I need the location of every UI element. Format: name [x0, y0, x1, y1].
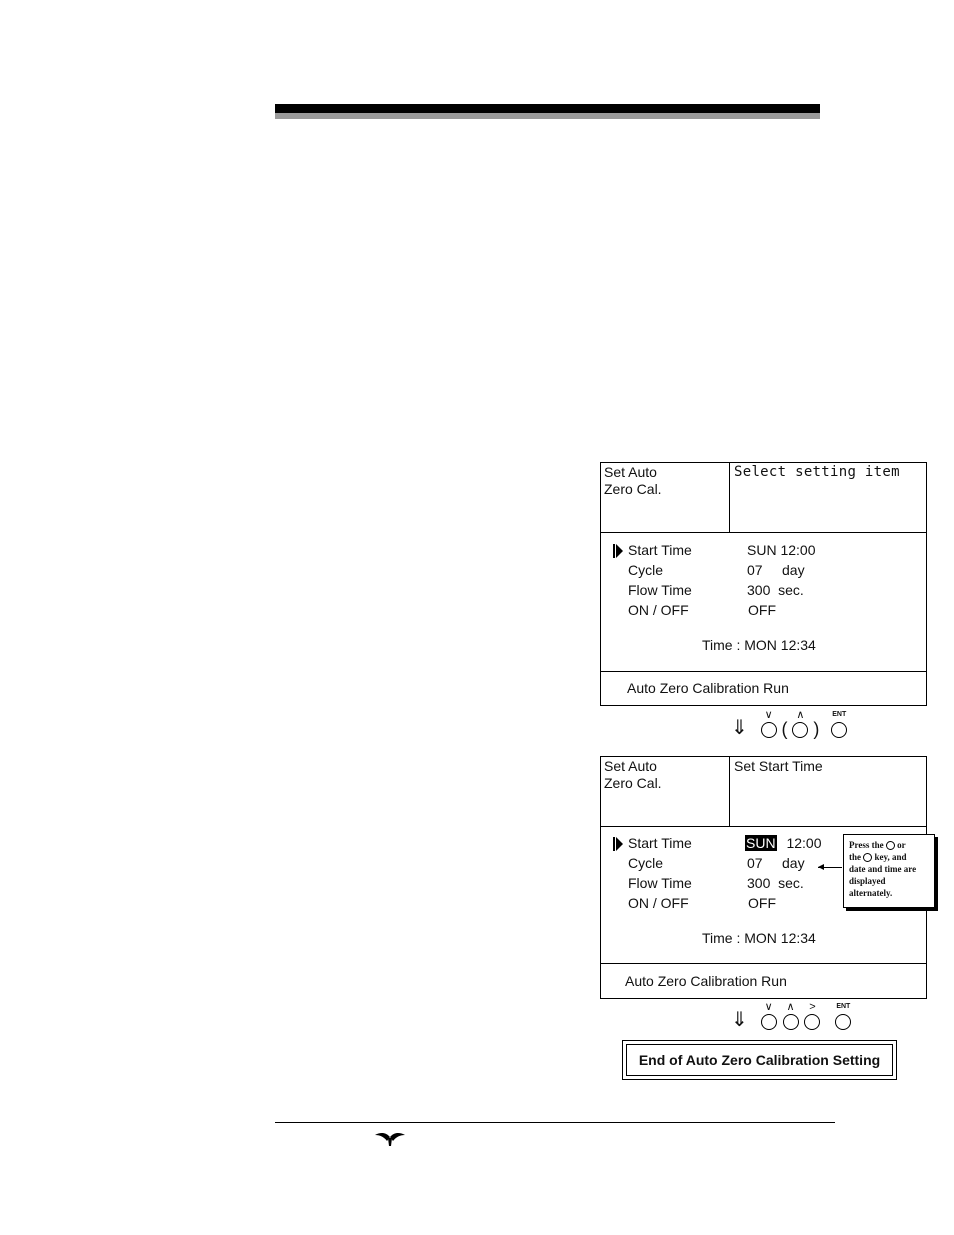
menu-title-line1: Set Auto: [604, 758, 657, 774]
paren-close: ): [813, 719, 820, 739]
enter-key-icon: ENT: [835, 1014, 851, 1030]
item-label-cycle[interactable]: Cycle: [628, 562, 664, 578]
item-value-flow-time: 300 sec.: [747, 875, 804, 891]
item-label-cycle[interactable]: Cycle: [628, 855, 664, 871]
footer-divider: [601, 671, 926, 672]
key-sequence-1: [731, 709, 848, 739]
paren-open: (: [781, 719, 788, 739]
cursor-marker-icon: [616, 837, 623, 851]
item-value-flow-time: 300 sec.: [747, 582, 804, 598]
item-value-on-off: OFF: [748, 602, 776, 618]
up-key-icon: ∧: [783, 1014, 799, 1030]
item-label-flow-time[interactable]: Flow Time: [628, 875, 692, 891]
callout-note: Press the or the key, and date and time are displayed alternately.: [843, 834, 935, 908]
callout-arrow-icon: [818, 864, 824, 870]
menu-title: [601, 757, 730, 827]
current-time: Time : MON 12:34: [702, 637, 816, 653]
item-value-cycle: 07 day: [747, 855, 805, 871]
auto-zero-run-item[interactable]: Auto Zero Calibration Run: [625, 973, 787, 989]
item-value-cycle: 07 day: [747, 562, 805, 578]
item-label-start-time[interactable]: Start Time: [628, 835, 692, 851]
item-value-on-off: OFF: [748, 895, 776, 911]
footer-divider: [601, 963, 926, 964]
company-logo-icon: [374, 1131, 406, 1147]
footer-rule: [275, 1122, 835, 1123]
menu-title-line2: Zero Cal.: [604, 481, 662, 497]
prompt-text: Set Start Time: [730, 757, 926, 827]
down-arrow-icon: ⇓: [731, 717, 748, 739]
cursor-marker-icon: [616, 544, 623, 558]
item-value-start-time: [745, 835, 822, 852]
enter-key-icon: ENT: [831, 722, 847, 738]
up-key-icon: [886, 841, 895, 850]
item-label-start-time[interactable]: Start Time: [628, 542, 692, 558]
item-value-start-time: SUN 12:00: [747, 542, 816, 558]
start-day-highlighted[interactable]: SUN: [746, 835, 776, 851]
header-rule-black: [275, 104, 820, 113]
header-rule-gray: [275, 113, 820, 119]
auto-zero-run-item[interactable]: Auto Zero Calibration Run: [627, 680, 789, 696]
end-of-setting-box: [622, 1040, 897, 1080]
item-label-flow-time[interactable]: Flow Time: [628, 582, 692, 598]
up-key-icon: ∧: [792, 722, 808, 738]
key-sequence-2: [731, 1001, 852, 1031]
down-arrow-icon: ⇓: [731, 1009, 748, 1031]
lcd-screen-select-item: [600, 462, 927, 706]
end-of-setting-label: End of Auto Zero Calibration Setting: [626, 1044, 893, 1076]
prompt-text: Select setting item: [730, 463, 926, 533]
down-key-icon: ∨: [761, 1014, 777, 1030]
menu-title-line2: Zero Cal.: [604, 775, 662, 791]
down-key-icon: [863, 853, 872, 862]
item-label-on-off[interactable]: ON / OFF: [628, 602, 689, 618]
menu-title-line1: Set Auto: [604, 464, 657, 480]
menu-title: [601, 463, 730, 533]
right-key-icon: >: [804, 1014, 820, 1030]
current-time: Time : MON 12:34: [702, 930, 816, 946]
start-time-value: 12:00: [786, 835, 822, 851]
item-label-on-off[interactable]: ON / OFF: [628, 895, 689, 911]
down-key-icon: ∨: [761, 722, 777, 738]
